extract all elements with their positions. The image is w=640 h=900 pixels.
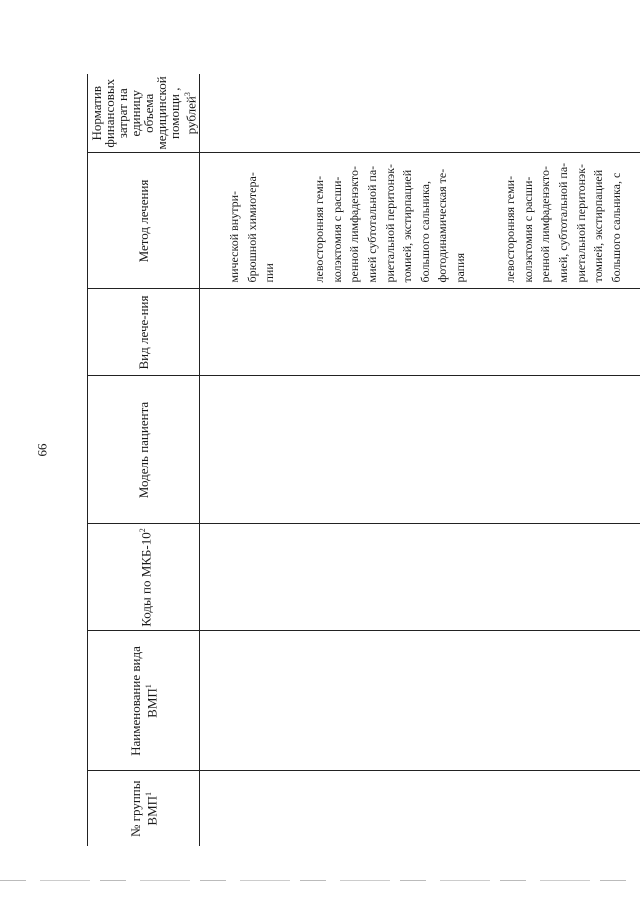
cell-cost-norm [200,74,640,153]
cell-icd-codes [200,524,640,631]
scan-artifact-line [0,880,640,881]
page-number: 99 [35,443,50,457]
method-entry: левосторонняя геми- колэктомия с расши- ренной лимфаденэкто- мией, субтотальной па- риетальной перитонэк- томией, экстирпацией большого сальника, с [503,162,623,283]
rotated-table-wrapper [87,74,640,846]
header-treatment-method: Метод лечения [88,153,200,289]
cell-treatment-type [200,289,640,376]
header-vmp-name: Наименование вида ВМП$^1$ [88,631,200,771]
header-treatment-type: Вид лече-ния [88,289,200,376]
header-icd-codes: Коды по МКБ-$10^2$ [88,524,200,631]
cell-patient-model [200,376,640,524]
table-row [200,74,640,846]
method-entry: левосторонняя геми- колэктомия с расши- ренной лимфаденэкто- мией субтотальной па- риетальной перитонэк- томией, экстирпацией большого сальника, фотодинамическая те- рапия [312,163,468,283]
table-header-row [88,74,200,846]
header-group-number: № группы ВМП$^1$ [88,771,200,846]
cell-treatment-method [200,153,640,289]
header-cost-norm: Норматив финансовых затрат на единицу объема медицинской помощи , рублей$^3$ [88,74,200,153]
cell-vmp-name [200,631,640,771]
header-patient-model: Модель пациента [88,376,200,524]
vmp-table [87,74,640,846]
method-entry: мической внутри- брюшной химиотера- пии [226,172,277,283]
cell-group-number [200,771,640,846]
